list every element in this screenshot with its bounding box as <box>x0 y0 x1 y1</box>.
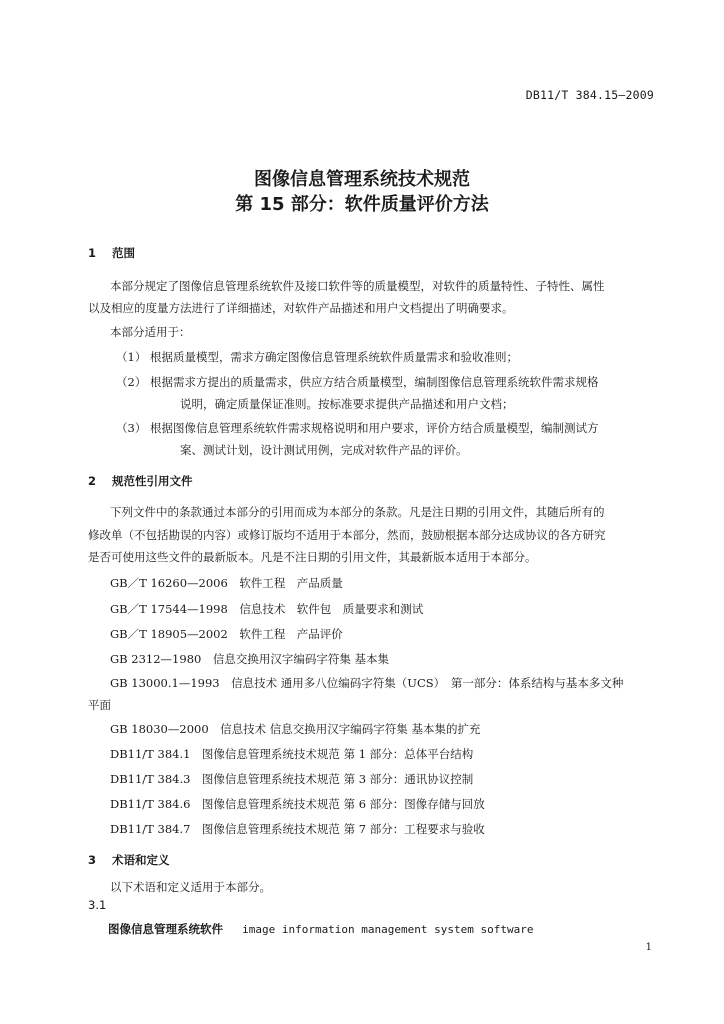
paragraph-line: 修改单（不包括勘误的内容）或修订版均不适用于本部分，然而，鼓励根据本部分达成协议的各方研究 <box>88 528 606 542</box>
list-item-number: （3） <box>116 421 147 435</box>
list-item-text: 案、测试计划，设计测试用例，完成对软件产品的评价。 <box>180 443 468 457</box>
clause-number: 3.1 <box>88 898 107 912</box>
section-title: 规范性引用文件 <box>112 474 193 488</box>
section-number: 3 <box>88 853 97 867</box>
section-heading-normative-references <box>88 473 193 489</box>
section-heading-scope <box>88 245 135 261</box>
reference-item: DB11/T 384.3 图像信息管理系统技术规范 第 3 部分：通讯协议控制 <box>110 772 474 786</box>
standard-number: DB11/T 384.15—2009 <box>525 88 654 102</box>
reference-item: GB 18030—2000 信息技术 信息交换用汉字编码字符集 基本集的扩充 <box>110 722 481 736</box>
reference-item: GB 2312—1980 信息交换用汉字编码字符集 基本集 <box>110 652 389 666</box>
paragraph-line: 是否可使用这些文件的最新版本。凡是不注日期的引用文件，其最新版本适用于本部分。 <box>88 550 537 564</box>
reference-item: DB11/T 384.7 图像信息管理系统技术规范 第 7 部分：工程要求与验收 <box>110 822 485 836</box>
section-heading-terms-definitions <box>88 852 170 868</box>
paragraph-line: 以下术语和定义适用于本部分。 <box>110 880 271 894</box>
term-chinese: 图像信息管理系统软件 <box>108 922 223 936</box>
document-subtitle: 第 15 部分：软件质量评价方法 <box>235 194 489 215</box>
list-item-text: 根据图像信息管理系统软件需求规格说明和用户要求，评价方结合质量模型，编制测试方 <box>150 421 599 435</box>
paragraph-line: 下列文件中的条款通过本部分的引用而成为本部分的条款。凡是注日期的引用文件，其随后所有的 <box>110 505 605 519</box>
reference-item-continuation: 平面 <box>88 698 111 712</box>
list-item-text: 根据需求方提出的质量需求，供应方结合质量模型，编制图像信息管理系统软件需求规格 <box>150 375 599 389</box>
reference-item: GB／T 18905—2002 软件工程 产品评价 <box>110 627 343 641</box>
reference-item: DB11/T 384.6 图像信息管理系统技术规范 第 6 部分：图像存储与回放 <box>110 797 485 811</box>
reference-item: GB／T 16260—2006 软件工程 产品质量 <box>110 576 343 590</box>
paragraph-line: 本部分规定了图像信息管理系统软件及接口软件等的质量模型，对软件的质量特性、子特性、属性 <box>110 279 605 293</box>
paragraph-line: 本部分适用于： <box>110 325 191 339</box>
list-item-text: 说明，确定质量保证准则。按标准要求提供产品描述和用户文档； <box>180 397 514 411</box>
list-item-number: （2） <box>116 375 147 389</box>
reference-item: DB11/T 384.1 图像信息管理系统技术规范 第 1 部分：总体平台结构 <box>110 747 474 761</box>
section-title: 术语和定义 <box>112 853 170 867</box>
term-english: image information management system software <box>242 923 534 936</box>
list-item-text: 根据质量模型，需求方确定图像信息管理系统软件质量需求和验收准则； <box>150 350 518 364</box>
document-title: 图像信息管理系统技术规范 <box>254 169 470 190</box>
section-title: 范围 <box>112 246 136 260</box>
list-item-number: （1） <box>116 350 147 364</box>
term-entry <box>108 918 534 937</box>
page-number: 1 <box>645 942 652 953</box>
reference-item: GB 13000.1—1993 信息技术 通用多八位编码字符集（UCS） 第一部分：体系结构与基本多文种 <box>110 676 624 690</box>
reference-item: GB／T 17544—1998 信息技术 软件包 质量要求和测试 <box>110 602 424 616</box>
section-number: 1 <box>88 246 97 260</box>
paragraph-line: 以及相应的度量方法进行了详细描述，对软件产品描述和用户文档提出了明确要求。 <box>88 301 514 315</box>
section-number: 2 <box>88 474 97 488</box>
